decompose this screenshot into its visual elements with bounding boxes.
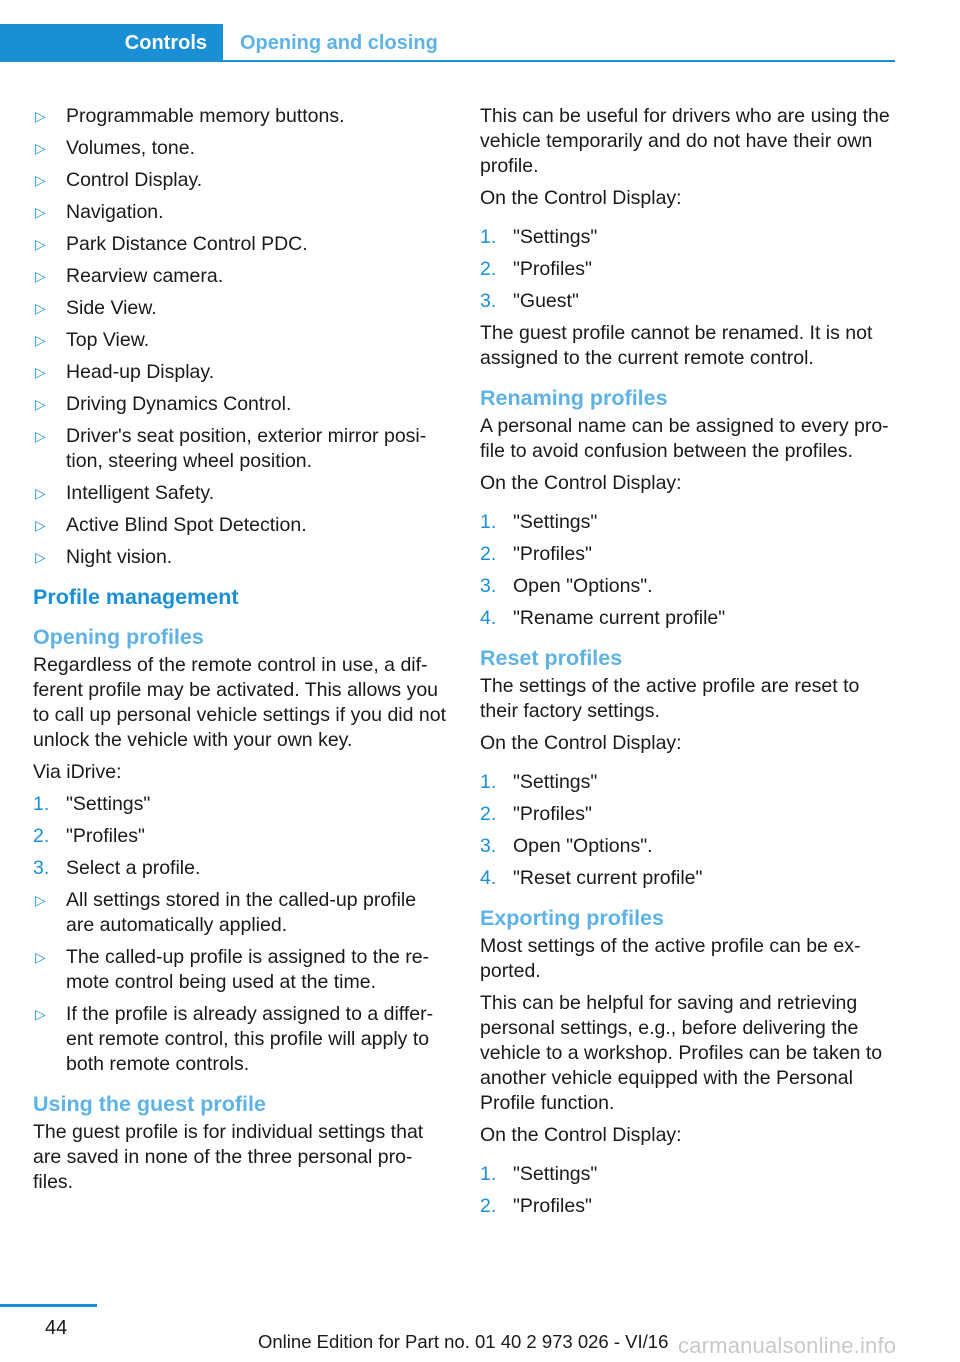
list-item: ▷ Head-up Display. xyxy=(35,361,215,383)
list-item: ▷ All settings stored in the called-up profile are automatically applied. xyxy=(35,889,417,936)
triangle-bullet-icon: ▷ xyxy=(35,949,46,965)
list-item: ▷ Volumes, tone. xyxy=(35,137,195,159)
feature-bullet-list xyxy=(33,104,448,570)
list-item: ▷ Night vision. xyxy=(35,546,173,568)
reset-profiles-heading: Reset profiles xyxy=(480,646,623,670)
list-item: 2. "Profiles" xyxy=(480,543,592,565)
triangle-bullet-icon: ▷ xyxy=(35,892,46,908)
renaming-steps-list xyxy=(480,510,898,631)
section-tab[interactable] xyxy=(240,24,438,62)
triangle-bullet-icon: ▷ xyxy=(35,517,46,533)
list-item: 1. "Settings" xyxy=(480,226,598,248)
page-number: 44 xyxy=(45,1317,68,1339)
opening-steps-list xyxy=(33,792,448,881)
triangle-bullet-icon: ▷ xyxy=(35,428,46,444)
guest-profile-body: The guest profile is for individual settings that are saved in none of the three personal pro-files. xyxy=(33,1121,424,1193)
guest-profile-body-cont: This can be useful for drivers who are using the vehicle temporarily and do not have their own profile. xyxy=(480,105,890,177)
renaming-profiles-body: A personal name can be assigned to every pro-file to avoid confusion between the profiles. xyxy=(480,415,889,462)
list-item: ▷ Driver's seat position, exterior mirror posi-tion, steering wheel position. xyxy=(35,425,427,472)
section-label: Opening and closing xyxy=(240,31,438,54)
guest-steps-list xyxy=(480,225,898,314)
guest-profile-heading: Using the guest profile xyxy=(33,1092,266,1116)
list-item: 3. Open "Options". xyxy=(480,835,653,857)
footer-rule xyxy=(0,1304,97,1307)
opening-profiles-body: Regardless of the remote control in use, a dif-ferent profile may be activated. This allows you to call up personal vehicle settings if you did not unlock the vehicle with your own key. xyxy=(33,654,446,751)
triangle-bullet-icon: ▷ xyxy=(35,108,46,124)
triangle-bullet-icon: ▷ xyxy=(35,300,46,316)
chapter-label: Controls xyxy=(124,31,207,54)
control-display-label: On the Control Display: xyxy=(480,1124,682,1146)
triangle-bullet-icon: ▷ xyxy=(35,549,46,565)
list-item: 2. "Profiles" xyxy=(480,1195,592,1217)
edition-note: Online Edition for Part no. 01 40 2 973 026 - VI/16 xyxy=(258,1331,669,1352)
profile-management-heading: Profile management xyxy=(33,585,239,609)
list-item: ▷ Top View. xyxy=(35,329,150,351)
reset-steps-list xyxy=(480,770,898,891)
control-display-label: On the Control Display: xyxy=(480,187,682,209)
triangle-bullet-icon: ▷ xyxy=(35,396,46,412)
exporting-profiles-heading: Exporting profiles xyxy=(480,906,664,930)
exporting-profiles-body: Most settings of the active profile can be ex-ported. xyxy=(480,935,861,982)
list-item: ▷ Navigation. xyxy=(35,201,164,223)
triangle-bullet-icon: ▷ xyxy=(35,140,46,156)
opening-profiles-heading: Opening profiles xyxy=(33,625,204,649)
list-item: 1. "Settings" xyxy=(480,1163,598,1185)
exporting-steps-list xyxy=(480,1162,898,1219)
list-item: ▷ Programmable memory buttons. xyxy=(35,105,345,127)
triangle-bullet-icon: ▷ xyxy=(35,1006,46,1022)
opening-notes-list xyxy=(33,888,448,1077)
list-item: 3. "Guest" xyxy=(480,290,579,312)
list-item: ▷ Intelligent Safety. xyxy=(35,482,215,504)
right-column xyxy=(480,104,898,1226)
header-rule xyxy=(0,60,895,62)
triangle-bullet-icon: ▷ xyxy=(35,236,46,252)
chapter-tab[interactable] xyxy=(0,24,223,62)
list-item: ▷ If the profile is already assigned to a differ-ent remote control, this profile will apply to both remote controls. xyxy=(35,1003,434,1075)
triangle-bullet-icon: ▷ xyxy=(35,332,46,348)
triangle-bullet-icon: ▷ xyxy=(35,268,46,284)
list-item: 2. "Profiles" xyxy=(33,825,145,847)
list-item: 1. "Settings" xyxy=(480,771,598,793)
reset-profiles-body: The settings of the active profile are reset to their factory settings. xyxy=(480,675,860,722)
site-watermark: carmanualsonline.info xyxy=(678,1333,897,1358)
list-item: ▷ Control Display. xyxy=(35,169,203,191)
list-item: 4. "Rename current profile" xyxy=(480,607,726,629)
renaming-profiles-heading: Renaming profiles xyxy=(480,386,668,410)
list-item: 1. "Settings" xyxy=(480,511,598,533)
triangle-bullet-icon: ▷ xyxy=(35,364,46,380)
list-item: ▷ Park Distance Control PDC. xyxy=(35,233,308,255)
triangle-bullet-icon: ▷ xyxy=(35,204,46,220)
list-item: ▷ The called-up profile is assigned to the re-mote control being used at the time. xyxy=(35,946,430,993)
list-item: 3. Select a profile. xyxy=(33,857,201,879)
list-item: ▷ Side View. xyxy=(35,297,157,319)
guest-profile-note: The guest profile cannot be renamed. It is not assigned to the current remote control. xyxy=(480,322,873,369)
list-item: ▷ Rearview camera. xyxy=(35,265,224,287)
list-item: 4. "Reset current profile" xyxy=(480,867,703,889)
control-display-label: On the Control Display: xyxy=(480,732,682,754)
control-display-label: On the Control Display: xyxy=(480,472,682,494)
triangle-bullet-icon: ▷ xyxy=(35,485,46,501)
list-item: 2. "Profiles" xyxy=(480,258,592,280)
via-idrive-label: Via iDrive: xyxy=(33,761,122,783)
list-item: 3. Open "Options". xyxy=(480,575,653,597)
triangle-bullet-icon: ▷ xyxy=(35,172,46,188)
list-item: ▷ Active Blind Spot Detection. xyxy=(35,514,307,536)
list-item: 2. "Profiles" xyxy=(480,803,592,825)
left-column xyxy=(33,104,448,1202)
list-item: ▷ Driving Dynamics Control. xyxy=(35,393,292,415)
list-item: 1. "Settings" xyxy=(33,793,151,815)
exporting-profiles-body-2: This can be helpful for saving and retrieving personal settings, e.g., before delivering the vehicle to a workshop. Profiles can be taken to another vehicle equipped with the Personal Profile function. xyxy=(480,992,883,1114)
